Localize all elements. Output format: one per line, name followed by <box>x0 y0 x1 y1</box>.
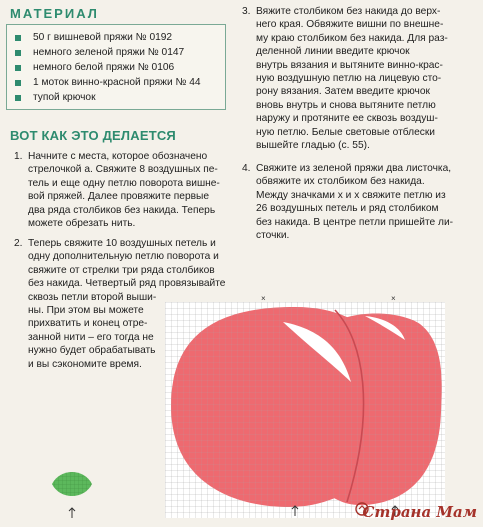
mark-x-right: × <box>391 294 396 303</box>
bullet-square-icon <box>15 80 21 86</box>
step-number: 1. <box>14 151 23 162</box>
step-number: 2. <box>14 238 23 249</box>
step-1: 1. Начните с места, которое обозначено стрелочкой а. Свяжите 8 воздушных пе- тель и еще одну петлю поворота вишне- вой пряжей. Далее провяжите первые два ряда столбиков без накида. Теперь можете обрезать нить. <box>14 151 220 230</box>
bullet-square-icon <box>15 65 21 71</box>
material-item: 1 моток винно-красной пряжи № 44 <box>15 75 225 90</box>
instructions-heading: ВОТ КАК ЭТО ДЕЛАЕТСЯ <box>10 128 176 143</box>
material-item: 50 г вишневой пряжи № 0192 <box>15 30 225 45</box>
material-item: тупой крючок <box>15 90 225 105</box>
material-box <box>6 24 226 110</box>
material-item: немного зеленой пряжи № 0147 <box>15 45 225 60</box>
step-number: 4. <box>242 163 251 174</box>
step-2: 2. Теперь свяжите 10 воздушных петель и одну дополнительную петлю поворота и свяжите от стрелки три ряда столбиков без накида. Четвертый ряд провязывайте сквозь петли второй выши- ны. При этом вы можете прихватить и конец отре- занной нити – его тогда не нужно будет обрабатывать и вы сэкономите время. <box>14 238 226 370</box>
bullet-square-icon <box>15 50 21 56</box>
step-3: 3. Вяжите столбиком без накида до верх- него края. Обвяжите вишни по внешне- му краю столбиком без накида. Для раз- деленной линии введите крючок внутрь вязания и вытяните винно-крас- ную воздушную петлю на лицевую сто- рону вязания. Затем введите крючок вновь внутрь и снова вытяните петлю наружу и протяните ее сквозь воздуш- ную петлю. Белые световые отблески вышейте гладью (с. 55). <box>242 6 448 152</box>
material-item: немного белой пряжи № 0106 <box>15 60 225 75</box>
step-4: 4. Свяжите из зеленой пряжи два листочка, обвяжите их столбиком без накида. Между значками х и х свяжите петлю из 26 воздушных петель и ряд столбиком без накида. В центре петли пришейте ли- сточки. <box>242 163 454 242</box>
leaf-pattern-chart <box>50 464 94 527</box>
cherry-pattern-svg <box>165 294 445 518</box>
material-heading: МАТЕРИАЛ <box>10 6 99 21</box>
arrow-up-icon <box>69 508 75 518</box>
material-list <box>7 25 225 105</box>
cherry-pattern-chart <box>165 294 445 523</box>
leaf-grid <box>52 472 92 496</box>
bullet-square-icon <box>15 95 21 101</box>
leaf-svg <box>50 464 94 522</box>
mark-x-left: × <box>261 294 266 303</box>
bullet-square-icon <box>15 35 21 41</box>
step-number: 3. <box>242 6 251 17</box>
watermark: Страна Мам <box>362 503 477 521</box>
